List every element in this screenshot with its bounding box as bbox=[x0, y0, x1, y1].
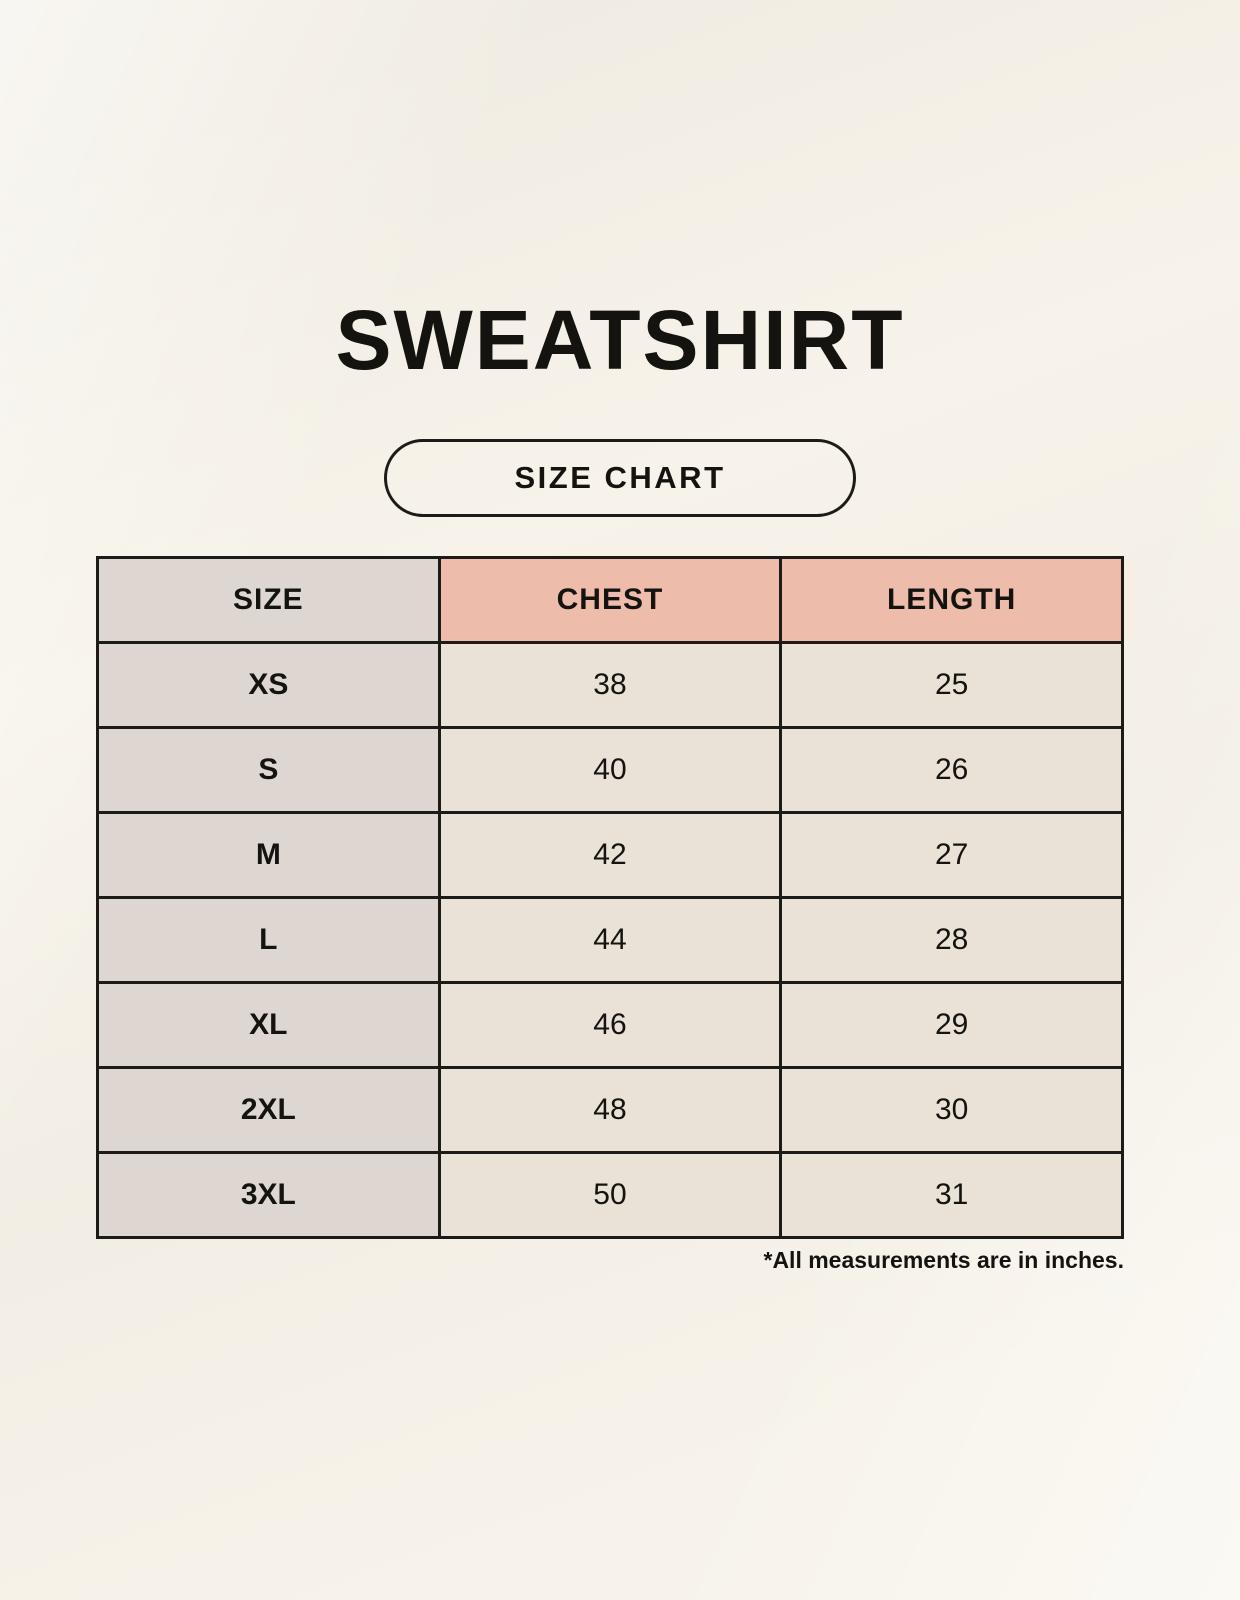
length-cell: 25 bbox=[781, 643, 1123, 728]
length-cell: 29 bbox=[781, 983, 1123, 1068]
table-row bbox=[98, 898, 1123, 983]
table-row bbox=[98, 643, 1123, 728]
size-cell: S bbox=[98, 728, 440, 813]
size-cell: 3XL bbox=[98, 1153, 440, 1238]
header-cell-chest: CHEST bbox=[439, 558, 781, 643]
chest-cell: 50 bbox=[439, 1153, 781, 1238]
chest-cell: 44 bbox=[439, 898, 781, 983]
size-cell: 2XL bbox=[98, 1068, 440, 1153]
length-cell: 31 bbox=[781, 1153, 1123, 1238]
table-row bbox=[98, 983, 1123, 1068]
chest-cell: 40 bbox=[439, 728, 781, 813]
table-header-row bbox=[98, 558, 1123, 643]
header-cell-size: SIZE bbox=[98, 558, 440, 643]
chest-cell: 48 bbox=[439, 1068, 781, 1153]
size-chart-table bbox=[96, 556, 1124, 1239]
table-row bbox=[98, 1068, 1123, 1153]
table-row bbox=[98, 813, 1123, 898]
size-cell: L bbox=[98, 898, 440, 983]
size-chart-badge-label: SIZE CHART bbox=[514, 460, 726, 495]
size-cell: XL bbox=[98, 983, 440, 1068]
chest-cell: 42 bbox=[439, 813, 781, 898]
size-chart-badge bbox=[384, 439, 856, 517]
measurements-footnote: *All measurements are in inches. bbox=[763, 1247, 1124, 1273]
length-cell: 27 bbox=[781, 813, 1123, 898]
page-title: SWEATSHIRT bbox=[335, 293, 905, 387]
chest-cell: 46 bbox=[439, 983, 781, 1068]
header-cell-length: LENGTH bbox=[781, 558, 1123, 643]
length-cell: 26 bbox=[781, 728, 1123, 813]
length-cell: 28 bbox=[781, 898, 1123, 983]
chest-cell: 38 bbox=[439, 643, 781, 728]
size-cell: XS bbox=[98, 643, 440, 728]
length-cell: 30 bbox=[781, 1068, 1123, 1153]
size-cell: M bbox=[98, 813, 440, 898]
table-row bbox=[98, 728, 1123, 813]
table-row bbox=[98, 1153, 1123, 1238]
